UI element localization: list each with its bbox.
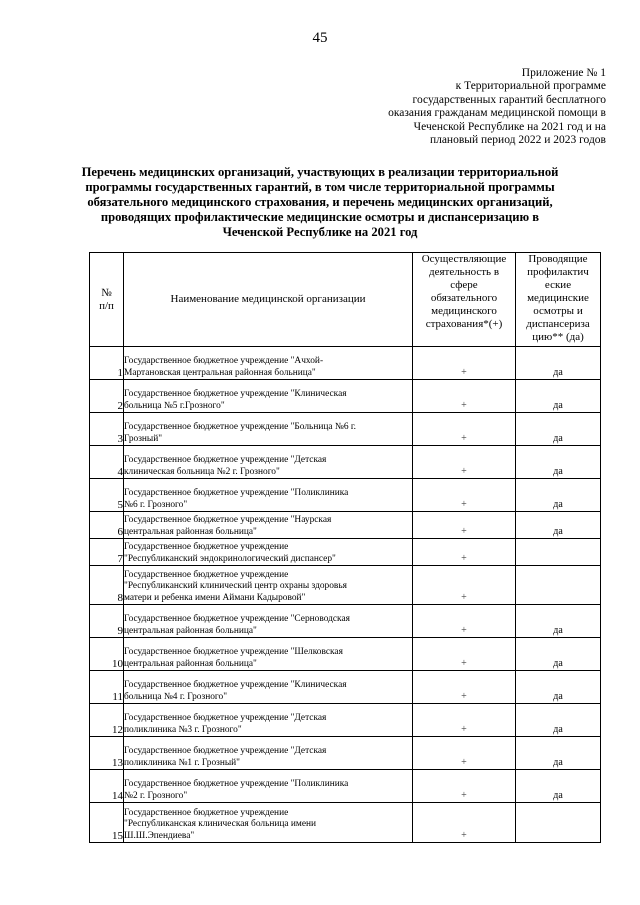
oms-participation: + — [413, 539, 516, 566]
organization-name-line: Государственное бюджетное учреждение "Детская — [124, 455, 327, 466]
table-row — [90, 347, 601, 380]
header-number-line: № — [101, 286, 112, 299]
prophylactic-exams: да — [516, 347, 601, 380]
header-prof-line: еские — [544, 279, 572, 291]
row-number: 7 — [90, 539, 124, 566]
title-line: Чеченской Республике на 2021 год — [222, 225, 418, 239]
prophylactic-exams: да — [516, 770, 601, 803]
organization-name-line: Государственное бюджетное учреждение "Поликлиника — [124, 488, 349, 499]
table-row — [90, 413, 601, 446]
table-row — [90, 638, 601, 671]
title-line: проводящих профилактические медицинские осмотры и диспансеризацию в — [100, 210, 540, 224]
organization-name — [124, 737, 413, 770]
prophylactic-exams — [516, 539, 601, 566]
organization-name-line: Государственное бюджетное учреждение "Детская — [124, 746, 327, 757]
prophylactic-exams: да — [516, 380, 601, 413]
prophylactic-exams: да — [516, 737, 601, 770]
appendix-line: Чеченской Республике на 2021 год и на — [413, 120, 606, 133]
table-row — [90, 770, 601, 803]
organization-name-line: Государственное бюджетное учреждение "Серноводская — [124, 614, 350, 625]
header-oms-line: медицинского — [431, 305, 497, 317]
organization-name-line: центральная районная больница" — [124, 625, 257, 636]
prophylactic-exams: да — [516, 446, 601, 479]
appendix-note — [306, 67, 606, 147]
organization-name-line: №6 г. Грозного" — [124, 499, 188, 510]
organization-name-line: Государственное бюджетное учреждение "Детская — [124, 713, 327, 724]
organization-name-line: матери и ребенка имени Аймани Кадыровой" — [124, 592, 306, 603]
header-prophylactic — [516, 253, 601, 347]
organization-name — [124, 413, 413, 446]
oms-participation: + — [413, 512, 516, 539]
appendix-line: государственных гарантий бесплатного — [412, 93, 606, 106]
document-title — [70, 165, 570, 240]
prophylactic-exams: да — [516, 704, 601, 737]
row-number: 6 — [90, 512, 124, 539]
title-line: Перечень медицинских организаций, участвующих в реализации территориальной — [81, 165, 559, 179]
organization-name — [124, 446, 413, 479]
prophylactic-exams: да — [516, 413, 601, 446]
oms-participation: + — [413, 413, 516, 446]
oms-participation: + — [413, 566, 516, 605]
row-number: 14 — [90, 770, 124, 803]
prophylactic-exams: да — [516, 638, 601, 671]
organization-name-line: клиническая больница №2 г. Грозного" — [124, 466, 280, 477]
organization-name — [124, 380, 413, 413]
oms-participation: + — [413, 380, 516, 413]
organization-name — [124, 479, 413, 512]
header-prof-line: диспансериза — [526, 318, 590, 330]
organization-name-line: №2 г. Грозного" — [124, 790, 188, 801]
organization-name — [124, 605, 413, 638]
organization-name-line: больница №5 г.Грозного" — [124, 400, 225, 411]
organization-name — [124, 638, 413, 671]
table-row — [90, 671, 601, 704]
oms-participation: + — [413, 347, 516, 380]
prophylactic-exams — [516, 566, 601, 605]
organization-name-line: Государственное бюджетное учреждение — [124, 542, 289, 553]
prophylactic-exams: да — [516, 479, 601, 512]
organization-name-line: Государственное бюджетное учреждение "Наурская — [124, 515, 332, 526]
organization-name-line: Государственное бюджетное учреждение — [124, 570, 289, 581]
row-number: 2 — [90, 380, 124, 413]
prophylactic-exams: да — [516, 512, 601, 539]
oms-participation: + — [413, 737, 516, 770]
row-number: 8 — [90, 566, 124, 605]
row-number: 11 — [90, 671, 124, 704]
row-number: 4 — [90, 446, 124, 479]
table-row — [90, 803, 601, 843]
row-number: 12 — [90, 704, 124, 737]
organization-name-line: "Республиканский клинический центр охраны здоровья — [124, 581, 347, 592]
organization-name-line: Государственное бюджетное учреждение "Клиническая — [124, 389, 347, 400]
header-oms-line: Осуществляющие — [421, 253, 507, 265]
header-prof-line: цию** (да) — [532, 331, 584, 343]
table-row — [90, 566, 601, 605]
organization-name-line: больница №4 г. Грозного" — [124, 691, 228, 702]
header-number — [90, 253, 124, 347]
organization-name — [124, 704, 413, 737]
oms-participation: + — [413, 605, 516, 638]
organization-name-line: Государственное бюджетное учреждение — [124, 808, 289, 819]
header-organization-name: Наименование медицинской организации — [124, 253, 413, 347]
header-number-line: п/п — [99, 299, 114, 312]
organization-name-line: "Республиканский эндокринологический диспансер" — [124, 553, 336, 564]
organization-name — [124, 566, 413, 605]
header-prof-line: осмотры и — [533, 305, 583, 317]
organization-name-line: "Республиканская клиническая больница имени — [124, 819, 317, 830]
organization-name — [124, 347, 413, 380]
row-number: 13 — [90, 737, 124, 770]
organization-name-line: поликлиника №1 г. Грозный" — [124, 757, 240, 768]
header-oms-line: обязательного — [430, 292, 498, 304]
oms-participation: + — [413, 446, 516, 479]
organization-name-line: Государственное бюджетное учреждение "Клиническая — [124, 680, 347, 691]
organization-name-line: Государственное бюджетное учреждение "Поликлиника — [124, 779, 349, 790]
header-prof-line: профилактич — [527, 266, 589, 278]
organization-name-line: Мартановская центральная районная больница" — [124, 367, 316, 378]
header-oms — [413, 253, 516, 347]
row-number: 5 — [90, 479, 124, 512]
appendix-line: плановый период 2022 и 2023 годов — [429, 134, 606, 147]
appendix-line: Приложение № 1 — [521, 67, 606, 79]
appendix-line: оказания гражданам медицинской помощи в — [388, 107, 606, 120]
oms-participation: + — [413, 770, 516, 803]
organization-name-line: центральная районная больница" — [124, 526, 257, 537]
row-number: 3 — [90, 413, 124, 446]
row-number: 9 — [90, 605, 124, 638]
table-header-row — [90, 253, 601, 347]
organization-name-line: Государственное бюджетное учреждение "Шелковская — [124, 647, 343, 658]
organization-name-line: центральная районная больница" — [124, 658, 257, 669]
prophylactic-exams: да — [516, 671, 601, 704]
header-prof-line: медицинские — [527, 292, 589, 304]
organization-name-line: Ш.Ш.Эпендиева" — [124, 830, 195, 841]
table-row — [90, 704, 601, 737]
organization-name-line: Государственное бюджетное учреждение "Ачхой- — [124, 356, 324, 367]
organization-name-line: Государственное бюджетное учреждение "Больница №6 г. — [124, 422, 356, 433]
table-row — [90, 446, 601, 479]
title-line: программы государственных гарантий, в том числе территориальной программы — [85, 180, 555, 194]
organization-name-line: поликлиника №3 г. Грозного" — [124, 724, 242, 735]
oms-participation: + — [413, 671, 516, 704]
header-oms-line: деятельность в — [428, 266, 500, 278]
organization-name — [124, 539, 413, 566]
organization-name-line: Грозный" — [124, 433, 163, 444]
row-number: 15 — [90, 803, 124, 843]
organization-name — [124, 770, 413, 803]
table-row — [90, 380, 601, 413]
oms-participation: + — [413, 803, 516, 843]
table-body — [90, 347, 601, 843]
organization-name — [124, 671, 413, 704]
table-row — [90, 539, 601, 566]
organization-name — [124, 803, 413, 843]
header-prof-line: Проводящие — [528, 253, 588, 265]
table-row — [90, 605, 601, 638]
medical-organizations-table — [89, 252, 601, 843]
row-number: 1 — [90, 347, 124, 380]
page-number: 45 — [312, 30, 328, 46]
oms-participation: + — [413, 704, 516, 737]
table-row — [90, 737, 601, 770]
header-oms-line: страхования*(+) — [425, 318, 503, 330]
table-row — [90, 512, 601, 539]
table-row — [90, 479, 601, 512]
header-oms-line: сфере — [450, 279, 478, 291]
title-line: обязательного медицинского страхования, и перечень медицинских организаций, — [87, 195, 553, 209]
organization-name — [124, 512, 413, 539]
appendix-line: к Территориальной программе — [455, 80, 606, 93]
prophylactic-exams — [516, 803, 601, 843]
row-number: 10 — [90, 638, 124, 671]
oms-participation: + — [413, 479, 516, 512]
prophylactic-exams: да — [516, 605, 601, 638]
oms-participation: + — [413, 638, 516, 671]
